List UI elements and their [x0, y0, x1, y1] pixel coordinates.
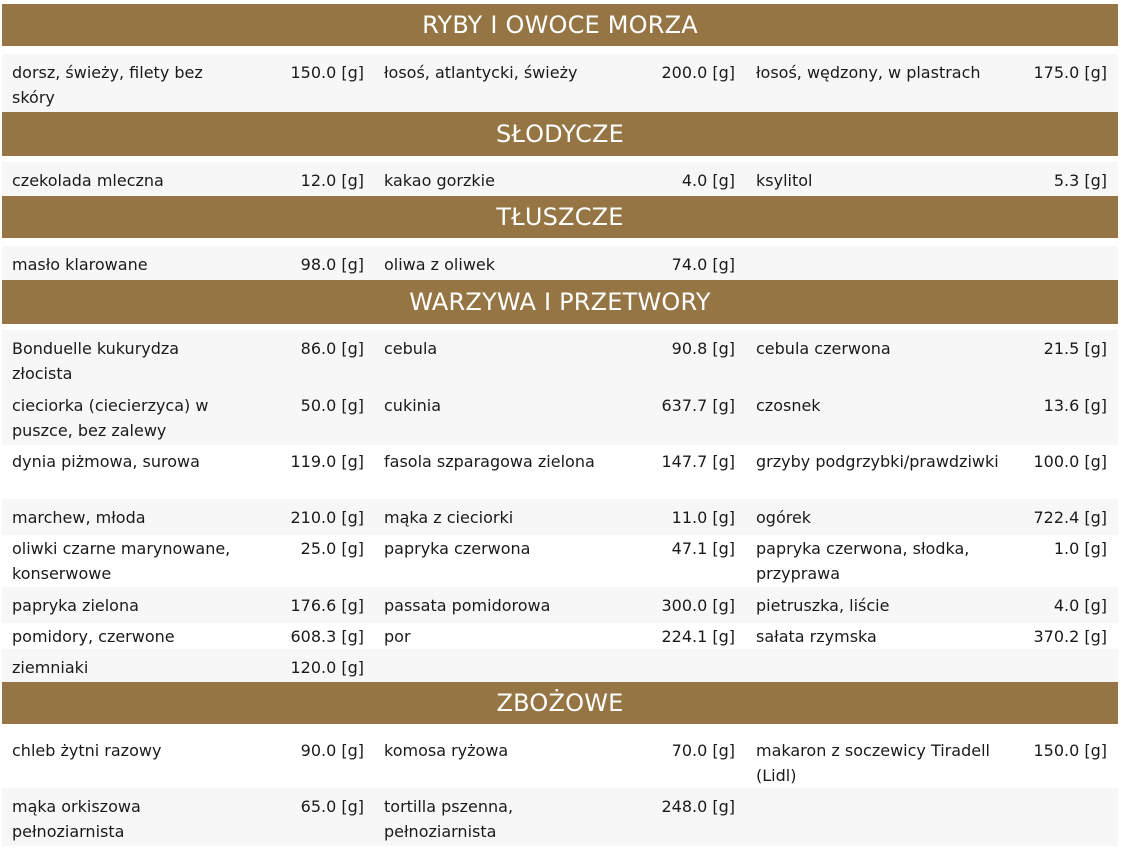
- ingredient-amount: 98.0 [g]: [300, 255, 364, 274]
- ingredient-name: dynia piżmowa, surowa: [12, 452, 200, 471]
- ingredient-name: fasola szparagowa zielona: [384, 452, 595, 471]
- ingredient-name: masło klarowane: [12, 255, 148, 274]
- ingredient-name: ziemniaki: [12, 658, 89, 677]
- ingredient-name: cukinia: [384, 396, 442, 415]
- ingredient-name: makaron z soczewicy Tiradell (Lidl): [756, 741, 990, 785]
- ingredient-name: sałata rzymska: [756, 627, 877, 646]
- ingredient-name: ksylitol: [756, 171, 813, 190]
- ingredient-amount: 86.0 [g]: [300, 339, 364, 358]
- ingredient-name: Bonduelle kukurydza złocista: [12, 339, 180, 383]
- ingredient-amount: 25.0 [g]: [300, 539, 364, 558]
- ingredient-name: papryka zielona: [12, 596, 139, 615]
- section-header: SŁODYCZE: [2, 112, 1118, 156]
- ingredient-amount: 722.4 [g]: [1033, 508, 1107, 527]
- section-header: TŁUSZCZE: [2, 196, 1118, 238]
- ingredient-name: por: [384, 627, 411, 646]
- ingredient-name: cebula czerwona: [756, 339, 891, 358]
- ingredient-amount: 47.1 [g]: [671, 539, 735, 558]
- ingredient-amount: 300.0 [g]: [661, 596, 735, 615]
- ingredient-name: grzyby podgrzybki/prawdziwki: [756, 452, 999, 471]
- ingredient-amount: 147.7 [g]: [661, 452, 735, 471]
- ingredient-amount: 119.0 [g]: [290, 452, 364, 471]
- ingredient-amount: 248.0 [g]: [661, 797, 735, 816]
- ingredient-name: kakao gorzkie: [384, 171, 495, 190]
- ingredient-amount: 150.0 [g]: [290, 63, 364, 82]
- ingredient-amount: 150.0 [g]: [1033, 741, 1107, 760]
- ingredient-name: mąka z cieciorki: [384, 508, 514, 527]
- ingredient-name: papryka czerwona: [384, 539, 531, 558]
- ingredient-name: czosnek: [756, 396, 821, 415]
- ingredient-name: ogórek: [756, 508, 812, 527]
- ingredient-amount: 100.0 [g]: [1033, 452, 1107, 471]
- ingredient-amount: 210.0 [g]: [290, 508, 364, 527]
- ingredient-name: oliwa z oliwek: [384, 255, 496, 274]
- ingredient-amount: 65.0 [g]: [300, 797, 364, 816]
- ingredient-amount: 176.6 [g]: [290, 596, 364, 615]
- section-header: WARZYWA I PRZETWORY: [2, 280, 1118, 324]
- ingredient-name: czekolada mleczna: [12, 171, 164, 190]
- ingredient-name: łosoś, wędzony, w plastrach: [756, 63, 981, 82]
- ingredient-amount: 4.0 [g]: [1053, 596, 1107, 615]
- section-header: RYBY I OWOCE MORZA: [2, 4, 1118, 46]
- ingredient-name: pietruszka, liście: [756, 596, 890, 615]
- ingredient-amount: 70.0 [g]: [671, 741, 735, 760]
- ingredient-name: dorsz, świeży, filety bez skóry: [12, 63, 203, 107]
- ingredient-amount: 1.0 [g]: [1053, 539, 1107, 558]
- section-header: ZBOŻOWE: [2, 682, 1118, 724]
- ingredient-name: papryka czerwona, słodka, przyprawa: [756, 539, 970, 583]
- ingredient-amount: 4.0 [g]: [681, 171, 735, 190]
- ingredient-name: pomidory, czerwone: [12, 627, 175, 646]
- ingredient-amount: 175.0 [g]: [1033, 63, 1107, 82]
- ingredient-name: passata pomidorowa: [384, 596, 551, 615]
- ingredient-amount: 21.5 [g]: [1043, 339, 1107, 358]
- ingredient-name: cebula: [384, 339, 438, 358]
- ingredient-name: oliwki czarne marynowane, konserwowe: [12, 539, 231, 583]
- ingredient-amount: 12.0 [g]: [300, 171, 364, 190]
- ingredient-amount: 13.6 [g]: [1043, 396, 1107, 415]
- ingredient-amount: 200.0 [g]: [661, 63, 735, 82]
- ingredient-amount: 11.0 [g]: [671, 508, 735, 527]
- ingredient-amount: 90.0 [g]: [300, 741, 364, 760]
- ingredient-amount: 120.0 [g]: [290, 658, 364, 677]
- ingredient-name: cieciorka (ciecierzyca) w puszce, bez zalewy: [12, 396, 209, 440]
- ingredient-amount: 608.3 [g]: [290, 627, 364, 646]
- ingredient-amount: 637.7 [g]: [661, 396, 735, 415]
- ingredient-name: komosa ryżowa: [384, 741, 509, 760]
- ingredient-name: łosoś, atlantycki, świeży: [384, 63, 578, 82]
- ingredient-name: mąka orkiszowa pełnoziarnista: [12, 797, 141, 841]
- ingredient-amount: 370.2 [g]: [1033, 627, 1107, 646]
- ingredient-amount: 224.1 [g]: [661, 627, 735, 646]
- ingredient-amount: 90.8 [g]: [671, 339, 735, 358]
- ingredient-amount: 50.0 [g]: [300, 396, 364, 415]
- ingredient-amount: 74.0 [g]: [671, 255, 735, 274]
- ingredient-name: tortilla pszenna, pełnoziarnista: [384, 797, 514, 841]
- ingredient-name: chleb żytni razowy: [12, 741, 162, 760]
- ingredient-amount: 5.3 [g]: [1053, 171, 1107, 190]
- ingredient-name: marchew, młoda: [12, 508, 146, 527]
